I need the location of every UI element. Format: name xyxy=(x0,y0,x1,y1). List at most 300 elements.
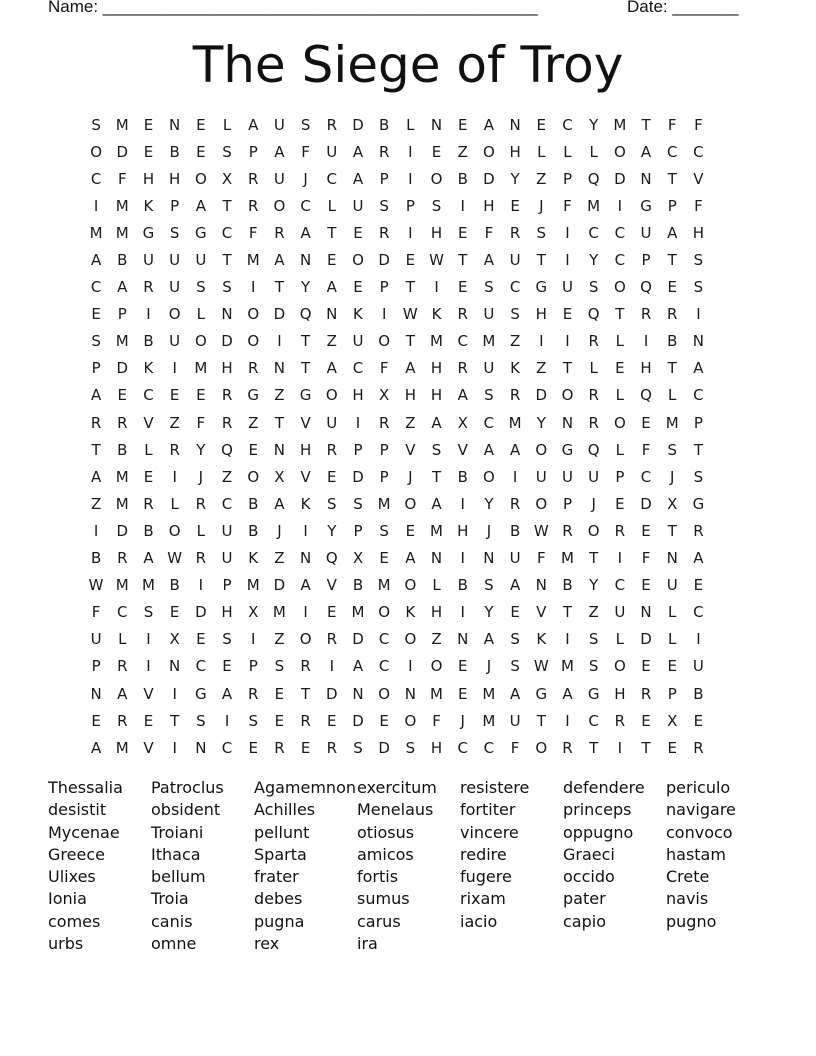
grid-letter[interactable]: W xyxy=(533,521,549,540)
grid-letter[interactable]: K xyxy=(300,494,311,513)
grid-letter[interactable]: H xyxy=(692,223,705,242)
grid-letter[interactable]: S xyxy=(196,278,206,297)
grid-letter[interactable]: I xyxy=(460,603,465,622)
grid-letter[interactable]: O xyxy=(352,251,364,270)
grid-letter[interactable]: U xyxy=(535,467,547,486)
grid-letter[interactable]: E xyxy=(641,711,651,730)
grid-letter[interactable]: I xyxy=(565,630,570,649)
grid-letter[interactable]: H xyxy=(509,142,521,161)
grid-letter[interactable]: L xyxy=(222,115,232,134)
grid-letter[interactable]: A xyxy=(483,251,495,270)
grid-letter[interactable]: S xyxy=(588,630,599,649)
grid-letter[interactable]: A xyxy=(143,549,154,568)
grid-letter[interactable]: E xyxy=(405,251,416,270)
grid-letter[interactable]: T xyxy=(667,169,677,188)
grid-letter[interactable]: D xyxy=(483,169,495,188)
grid-letter[interactable]: E xyxy=(353,278,363,297)
grid-letter[interactable]: X xyxy=(274,467,285,486)
grid-letter[interactable]: M xyxy=(115,576,129,595)
grid-letter[interactable]: G xyxy=(247,386,260,405)
grid-letter[interactable]: V xyxy=(300,467,311,486)
grid-letter[interactable]: R xyxy=(693,521,704,540)
grid-letter[interactable]: V xyxy=(693,169,704,188)
grid-letter[interactable]: U xyxy=(588,467,600,486)
grid-letter[interactable]: M xyxy=(430,684,443,703)
grid-letter[interactable]: Q xyxy=(299,305,312,324)
grid-letter[interactable]: M xyxy=(115,467,129,486)
grid-letter[interactable]: E xyxy=(379,711,389,730)
grid-letter[interactable]: N xyxy=(299,549,312,568)
grid-letter[interactable]: C xyxy=(90,169,102,188)
grid-letter[interactable]: I xyxy=(565,332,570,351)
grid-letter[interactable]: B xyxy=(117,440,128,459)
grid-letter[interactable]: E xyxy=(143,115,154,134)
grid-letter[interactable]: Z xyxy=(588,603,599,622)
grid-letter[interactable]: O xyxy=(535,494,548,513)
grid-letter[interactable]: R xyxy=(378,142,390,161)
grid-letter[interactable]: U xyxy=(352,332,364,351)
grid-letter[interactable]: J xyxy=(408,467,413,486)
grid-letter[interactable]: A xyxy=(509,576,521,595)
grid-letter[interactable]: F xyxy=(379,359,389,378)
grid-letter[interactable]: A xyxy=(483,440,495,459)
grid-letter[interactable]: T xyxy=(562,359,573,378)
grid-letter[interactable]: H xyxy=(535,305,547,324)
grid-letter[interactable]: Y xyxy=(484,494,494,513)
grid-letter[interactable]: G xyxy=(692,494,705,513)
grid-letter[interactable]: R xyxy=(117,657,128,676)
grid-letter[interactable]: P xyxy=(693,413,703,432)
grid-letter[interactable]: B xyxy=(509,521,521,540)
grid-letter[interactable]: O xyxy=(430,657,443,676)
grid-letter[interactable]: M xyxy=(430,521,443,540)
grid-letter[interactable]: O xyxy=(90,142,102,161)
grid-letter[interactable]: R xyxy=(248,359,259,378)
grid-letter[interactable]: H xyxy=(483,196,495,215)
grid-letter[interactable]: F xyxy=(536,549,546,568)
grid-letter[interactable]: J xyxy=(591,494,596,513)
grid-letter[interactable]: I xyxy=(172,684,177,703)
grid-letter[interactable]: T xyxy=(641,115,651,134)
grid-letter[interactable]: N xyxy=(299,251,312,270)
grid-letter[interactable]: R xyxy=(378,223,390,242)
grid-letter[interactable]: U xyxy=(169,278,181,297)
grid-letter[interactable]: F xyxy=(694,115,703,134)
grid-letter[interactable]: J xyxy=(277,521,282,540)
grid-letter[interactable]: T xyxy=(458,251,468,270)
grid-letter[interactable]: D xyxy=(352,711,364,730)
grid-letter[interactable]: P xyxy=(562,494,572,513)
grid-letter[interactable]: C xyxy=(457,332,468,351)
grid-letter[interactable]: R xyxy=(300,657,311,676)
grid-letter[interactable]: C xyxy=(666,142,678,161)
grid-letter[interactable]: C xyxy=(693,603,704,622)
grid-letter[interactable]: P xyxy=(170,196,180,215)
grid-letter[interactable]: S xyxy=(353,738,363,757)
grid-letter[interactable]: O xyxy=(299,630,312,649)
grid-letter[interactable]: F xyxy=(432,711,441,730)
grid-letter[interactable]: X xyxy=(379,386,390,405)
grid-letter[interactable]: O xyxy=(535,738,548,757)
grid-letter[interactable]: O xyxy=(325,386,338,405)
grid-letter[interactable]: G xyxy=(142,223,155,242)
grid-letter[interactable]: M xyxy=(272,603,286,622)
grid-letter[interactable]: T xyxy=(222,251,232,270)
grid-letter[interactable]: S xyxy=(484,278,494,297)
grid-letter[interactable]: A xyxy=(693,549,704,568)
grid-letter[interactable]: A xyxy=(274,251,285,270)
grid-letter[interactable]: A xyxy=(352,657,364,676)
grid-letter[interactable]: R xyxy=(326,115,337,134)
grid-letter[interactable]: D xyxy=(378,251,390,270)
grid-letter[interactable]: D xyxy=(640,494,652,513)
grid-letter[interactable]: Y xyxy=(196,440,206,459)
grid-letter[interactable]: V xyxy=(457,440,468,459)
grid-letter[interactable]: T xyxy=(641,738,651,757)
grid-letter[interactable]: L xyxy=(537,142,546,161)
grid-letter[interactable]: K xyxy=(536,630,547,649)
grid-letter[interactable]: P xyxy=(641,251,651,270)
grid-letter[interactable]: L xyxy=(196,521,206,540)
grid-letter[interactable]: J xyxy=(486,521,492,540)
grid-letter[interactable]: Q xyxy=(587,305,600,324)
grid-letter[interactable]: I xyxy=(460,494,465,513)
grid-letter[interactable]: T xyxy=(589,738,599,757)
grid-letter[interactable]: C xyxy=(300,196,311,215)
grid-letter[interactable]: M xyxy=(115,494,129,513)
grid-letter[interactable]: E xyxy=(457,115,468,134)
grid-letter[interactable]: C xyxy=(562,115,573,134)
grid-letter[interactable]: E xyxy=(169,603,180,622)
grid-letter[interactable]: Z xyxy=(405,413,416,432)
grid-letter[interactable]: R xyxy=(562,738,573,757)
grid-letter[interactable]: A xyxy=(326,278,337,297)
grid-letter[interactable]: U xyxy=(561,278,573,297)
grid-letter[interactable]: C xyxy=(693,386,704,405)
grid-letter[interactable]: L xyxy=(118,630,127,649)
grid-letter[interactable]: P xyxy=(248,142,258,161)
grid-letter[interactable]: R xyxy=(248,684,259,703)
grid-letter[interactable]: V xyxy=(326,576,337,595)
grid-letter[interactable]: O xyxy=(378,332,391,351)
grid-letter[interactable]: S xyxy=(431,196,442,215)
grid-letter[interactable]: Z xyxy=(274,386,285,405)
grid-letter[interactable]: T xyxy=(301,684,311,703)
grid-letter[interactable]: S xyxy=(169,223,180,242)
grid-letter[interactable]: O xyxy=(404,576,417,595)
grid-letter[interactable]: M xyxy=(351,603,365,622)
grid-letter[interactable]: B xyxy=(667,332,678,351)
grid-letter[interactable]: A xyxy=(300,576,311,595)
grid-letter[interactable]: B xyxy=(90,549,102,568)
grid-letter[interactable]: E xyxy=(562,305,573,324)
grid-letter[interactable]: R xyxy=(326,738,337,757)
grid-letter[interactable]: A xyxy=(117,684,128,703)
grid-letter[interactable]: C xyxy=(483,738,495,757)
grid-letter[interactable]: P xyxy=(379,467,389,486)
grid-letter[interactable]: S xyxy=(693,278,704,297)
grid-letter[interactable]: R xyxy=(221,386,233,405)
grid-letter[interactable]: H xyxy=(457,521,469,540)
grid-letter[interactable]: U xyxy=(666,576,678,595)
grid-letter[interactable]: C xyxy=(509,278,521,297)
grid-letter[interactable]: M xyxy=(141,576,155,595)
grid-letter[interactable]: F xyxy=(117,169,127,188)
grid-letter[interactable]: M xyxy=(115,332,129,351)
grid-letter[interactable]: I xyxy=(381,305,387,324)
grid-letter[interactable]: M xyxy=(115,115,129,134)
grid-letter[interactable]: R xyxy=(509,223,521,242)
grid-letter[interactable]: D xyxy=(352,630,364,649)
grid-letter[interactable]: G xyxy=(561,440,574,459)
grid-letter[interactable]: I xyxy=(146,630,151,649)
grid-letter[interactable]: I xyxy=(617,738,623,757)
grid-letter[interactable]: D xyxy=(273,576,286,595)
grid-letter[interactable]: R xyxy=(614,711,626,730)
grid-letter[interactable]: I xyxy=(251,630,256,649)
grid-letter[interactable]: S xyxy=(693,251,704,270)
grid-letter[interactable]: R xyxy=(169,440,180,459)
grid-letter[interactable]: S xyxy=(196,711,206,730)
grid-letter[interactable]: S xyxy=(510,630,520,649)
grid-letter[interactable]: I xyxy=(146,305,151,324)
grid-letter[interactable]: J xyxy=(539,196,544,215)
grid-letter[interactable]: U xyxy=(195,251,207,270)
grid-letter[interactable]: E xyxy=(300,738,311,757)
grid-letter[interactable]: A xyxy=(693,359,704,378)
grid-letter[interactable]: X xyxy=(667,711,678,730)
grid-letter[interactable]: E xyxy=(222,657,232,676)
grid-letter[interactable]: U xyxy=(483,359,495,378)
grid-letter[interactable]: E xyxy=(457,684,468,703)
grid-letter[interactable]: Z xyxy=(169,413,180,432)
grid-letter[interactable]: M xyxy=(246,251,260,270)
grid-letter[interactable]: B xyxy=(248,521,259,540)
grid-letter[interactable]: U xyxy=(509,549,521,568)
grid-letter[interactable]: D xyxy=(116,521,129,540)
grid-letter[interactable]: W xyxy=(533,657,549,676)
grid-letter[interactable]: A xyxy=(405,549,416,568)
grid-letter[interactable]: A xyxy=(300,223,311,242)
grid-letter[interactable]: N xyxy=(273,440,286,459)
grid-letter[interactable]: S xyxy=(248,711,258,730)
grid-letter[interactable]: O xyxy=(613,413,626,432)
grid-letter[interactable]: H xyxy=(169,169,181,188)
grid-letter[interactable]: A xyxy=(483,630,495,649)
grid-letter[interactable]: A xyxy=(274,142,285,161)
grid-letter[interactable]: T xyxy=(91,440,101,459)
grid-letter[interactable]: O xyxy=(613,142,626,161)
grid-letter[interactable]: P xyxy=(615,467,625,486)
grid-letter[interactable]: T xyxy=(274,413,284,432)
grid-letter[interactable]: G xyxy=(299,386,312,405)
grid-letter[interactable]: R xyxy=(667,305,678,324)
grid-letter[interactable]: I xyxy=(696,305,701,324)
grid-letter[interactable]: X xyxy=(221,169,233,188)
grid-letter[interactable]: A xyxy=(509,684,521,703)
grid-letter[interactable]: I xyxy=(146,657,151,676)
grid-letter[interactable]: T xyxy=(667,521,677,540)
grid-letter[interactable]: L xyxy=(432,576,441,595)
grid-letter[interactable]: E xyxy=(91,305,101,324)
grid-letter[interactable]: S xyxy=(222,278,232,297)
grid-letter[interactable]: P xyxy=(667,196,677,215)
grid-letter[interactable]: N xyxy=(273,359,286,378)
grid-letter[interactable]: S xyxy=(588,278,599,297)
grid-letter[interactable]: Q xyxy=(587,169,600,188)
grid-letter[interactable]: C xyxy=(614,576,626,595)
grid-letter[interactable]: L xyxy=(615,630,625,649)
grid-letter[interactable]: R xyxy=(588,413,599,432)
grid-letter[interactable]: R xyxy=(143,494,154,513)
grid-letter[interactable]: I xyxy=(539,332,544,351)
grid-letter[interactable]: C xyxy=(143,386,154,405)
grid-letter[interactable]: U xyxy=(169,251,181,270)
grid-letter[interactable]: L xyxy=(615,386,625,405)
grid-letter[interactable]: E xyxy=(536,115,547,134)
grid-letter[interactable]: T xyxy=(667,359,677,378)
grid-letter[interactable]: Z xyxy=(536,359,547,378)
grid-letter[interactable]: B xyxy=(117,251,128,270)
grid-letter[interactable]: S xyxy=(379,521,389,540)
grid-letter[interactable]: R xyxy=(143,278,154,297)
grid-letter[interactable]: I xyxy=(617,196,623,215)
grid-letter[interactable]: Z xyxy=(221,467,233,486)
grid-letter[interactable]: M xyxy=(482,711,496,730)
grid-letter[interactable]: P xyxy=(379,169,389,188)
grid-letter[interactable]: E xyxy=(117,386,128,405)
grid-letter[interactable]: S xyxy=(379,196,389,215)
grid-letter[interactable]: M xyxy=(115,738,129,757)
grid-letter[interactable]: E xyxy=(641,413,651,432)
grid-letter[interactable]: T xyxy=(274,278,284,297)
grid-letter[interactable]: D xyxy=(326,684,338,703)
grid-letter[interactable]: X xyxy=(667,494,678,513)
grid-letter[interactable]: U xyxy=(483,305,495,324)
grid-letter[interactable]: S xyxy=(484,576,494,595)
grid-letter[interactable]: B xyxy=(379,115,390,134)
grid-letter[interactable]: E xyxy=(143,142,154,161)
grid-letter[interactable]: I xyxy=(93,196,99,215)
grid-letter[interactable]: U xyxy=(142,251,154,270)
grid-letter[interactable]: I xyxy=(643,332,649,351)
grid-letter[interactable]: P xyxy=(91,657,101,676)
grid-letter[interactable]: Y xyxy=(510,169,520,188)
grid-letter[interactable]: E xyxy=(667,657,677,676)
grid-letter[interactable]: N xyxy=(535,576,547,595)
grid-letter[interactable]: I xyxy=(408,657,413,676)
grid-letter[interactable]: O xyxy=(587,521,600,540)
grid-letter[interactable]: W xyxy=(429,251,444,270)
grid-letter[interactable]: M xyxy=(430,332,443,351)
grid-letter[interactable]: Z xyxy=(509,332,521,351)
grid-letter[interactable]: A xyxy=(90,251,102,270)
grid-letter[interactable]: M xyxy=(587,196,601,215)
grid-letter[interactable]: P xyxy=(667,684,677,703)
grid-letter[interactable]: I xyxy=(355,413,361,432)
grid-letter[interactable]: R xyxy=(588,332,599,351)
grid-letter[interactable]: B xyxy=(143,332,154,351)
grid-letter[interactable]: E xyxy=(91,711,101,730)
grid-letter[interactable]: S xyxy=(667,440,677,459)
grid-letter[interactable]: I xyxy=(565,251,570,270)
grid-letter[interactable]: P xyxy=(91,359,101,378)
grid-letter[interactable]: E xyxy=(457,223,468,242)
grid-letter[interactable]: S xyxy=(693,467,704,486)
grid-letter[interactable]: N xyxy=(221,305,233,324)
grid-letter[interactable]: R xyxy=(274,223,285,242)
grid-letter[interactable]: V xyxy=(536,603,547,622)
grid-letter[interactable]: E xyxy=(667,738,677,757)
grid-letter[interactable]: H xyxy=(404,386,416,405)
grid-letter[interactable]: B xyxy=(457,169,468,188)
grid-letter[interactable]: I xyxy=(172,738,177,757)
grid-letter[interactable]: A xyxy=(117,278,128,297)
grid-letter[interactable]: I xyxy=(434,278,439,297)
grid-letter[interactable]: O xyxy=(404,711,417,730)
grid-letter[interactable]: C xyxy=(221,223,233,242)
grid-letter[interactable]: G xyxy=(535,278,548,297)
grid-letter[interactable]: A xyxy=(352,169,364,188)
grid-letter[interactable]: B xyxy=(457,576,468,595)
grid-letter[interactable]: T xyxy=(301,332,311,351)
grid-letter[interactable]: C xyxy=(117,603,128,622)
grid-letter[interactable]: A xyxy=(431,494,442,513)
grid-letter[interactable]: F xyxy=(91,603,101,622)
grid-letter[interactable]: E xyxy=(196,115,206,134)
grid-letter[interactable]: E xyxy=(353,223,363,242)
grid-letter[interactable]: B xyxy=(143,521,154,540)
grid-letter[interactable]: N xyxy=(430,549,443,568)
grid-letter[interactable]: R xyxy=(300,711,311,730)
grid-letter[interactable]: S xyxy=(484,386,494,405)
grid-letter[interactable]: U xyxy=(509,711,521,730)
grid-letter[interactable]: S xyxy=(405,738,416,757)
grid-letter[interactable]: C xyxy=(614,251,626,270)
grid-letter[interactable]: R xyxy=(248,196,259,215)
grid-letter[interactable]: T xyxy=(589,549,599,568)
grid-letter[interactable]: N xyxy=(666,549,678,568)
grid-letter[interactable]: C xyxy=(588,711,599,730)
grid-letter[interactable]: E xyxy=(693,576,704,595)
grid-letter[interactable]: X xyxy=(248,603,259,622)
grid-letter[interactable]: U xyxy=(90,630,102,649)
grid-letter[interactable]: U xyxy=(221,549,233,568)
grid-letter[interactable]: C xyxy=(457,738,468,757)
grid-letter[interactable]: I xyxy=(198,576,204,595)
grid-letter[interactable]: Q xyxy=(221,440,233,459)
grid-letter[interactable]: N xyxy=(509,115,521,134)
grid-letter[interactable]: O xyxy=(613,278,626,297)
grid-letter[interactable]: C xyxy=(195,657,207,676)
grid-letter[interactable]: I xyxy=(408,142,413,161)
grid-letter[interactable]: E xyxy=(327,467,337,486)
grid-letter[interactable]: E xyxy=(196,386,206,405)
grid-letter[interactable]: N xyxy=(692,332,705,351)
grid-letter[interactable]: P xyxy=(379,278,389,297)
grid-letter[interactable]: E xyxy=(248,440,258,459)
grid-letter[interactable]: R xyxy=(509,386,521,405)
grid-letter[interactable]: S xyxy=(510,657,520,676)
grid-letter[interactable]: R xyxy=(195,549,207,568)
grid-letter[interactable]: P xyxy=(117,305,127,324)
grid-letter[interactable]: E xyxy=(667,278,677,297)
grid-letter[interactable]: G xyxy=(587,684,600,703)
grid-letter[interactable]: S xyxy=(300,115,311,134)
grid-letter[interactable]: T xyxy=(301,359,311,378)
grid-letter[interactable]: U xyxy=(352,196,364,215)
grid-letter[interactable]: J xyxy=(670,467,675,486)
